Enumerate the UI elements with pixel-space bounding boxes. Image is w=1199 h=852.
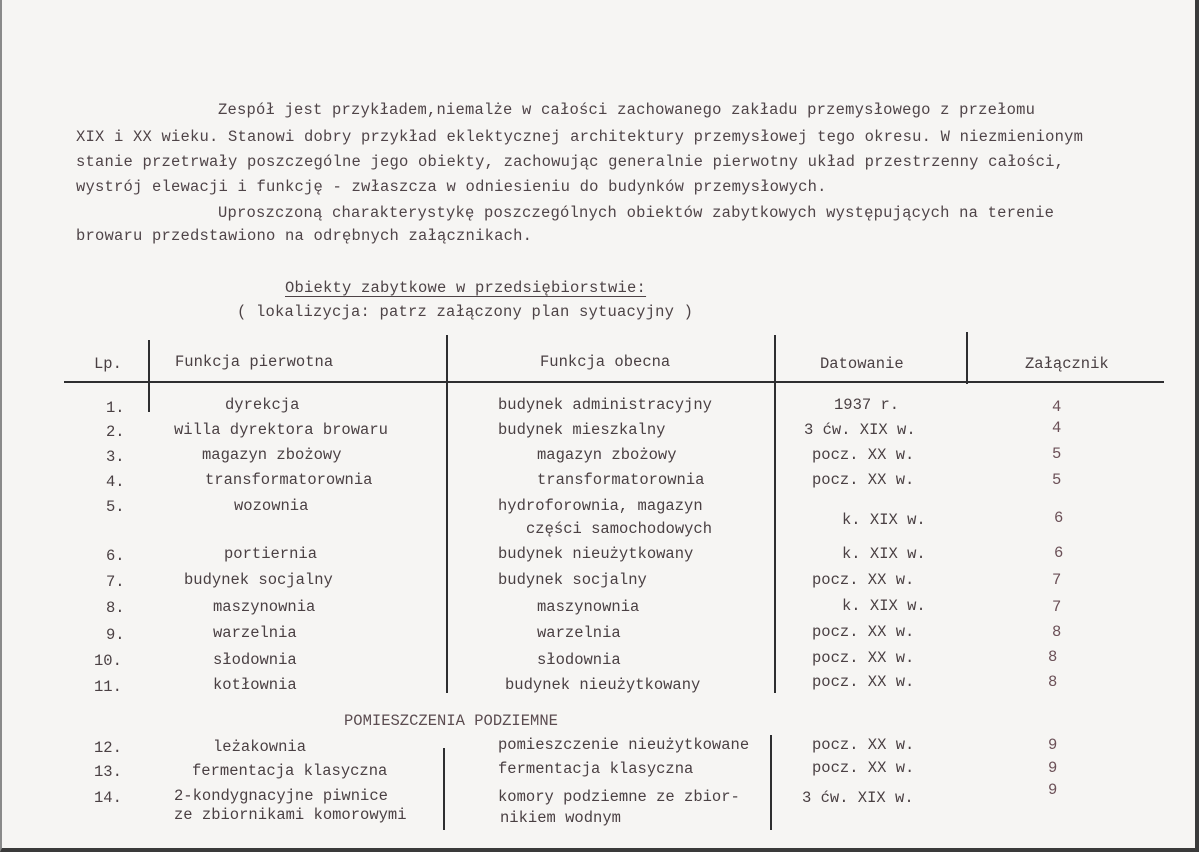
header-funkcja-obecna: Funkcja obecna bbox=[540, 353, 671, 371]
row-datowanie: k. XIX w. bbox=[842, 511, 926, 529]
header-datowanie: Datowanie bbox=[820, 355, 904, 373]
row-zalacznik: 7 bbox=[1052, 598, 1062, 616]
row-datowanie: 1937 r. bbox=[834, 396, 900, 414]
row-funkcja-obecna: fermentacja klasyczna bbox=[498, 760, 694, 778]
row-datowanie: pocz. XX w. bbox=[812, 649, 915, 667]
row-funkcja-pierwotna: portiernia bbox=[224, 545, 318, 563]
paragraph-line: Uproszczoną charakterystykę poszczególnych obiektów zabytkowych występujących na terenie bbox=[218, 204, 1055, 222]
row-zalacznik: 6 bbox=[1054, 509, 1064, 527]
row-zalacznik: 5 bbox=[1052, 445, 1062, 463]
header-lp: Lp. bbox=[94, 355, 122, 373]
row-lp: 13. bbox=[94, 763, 122, 781]
row-datowanie: pocz. XX w. bbox=[812, 446, 915, 464]
row-funkcja-pierwotna: fermentacja klasyczna bbox=[192, 762, 388, 780]
row-funkcja-pierwotna: warzelnia bbox=[213, 624, 297, 642]
row-lp: 6. bbox=[106, 547, 125, 565]
row-datowanie: pocz. XX w. bbox=[812, 759, 915, 777]
row-lp: 5. bbox=[106, 498, 125, 516]
row-datowanie: k. XIX w. bbox=[842, 597, 926, 615]
row-funkcja-obecna: budynek nieużytkowany bbox=[505, 676, 701, 694]
row-lp: 8. bbox=[106, 599, 125, 617]
row-funkcja-pierwotna: dyrekcja bbox=[225, 396, 300, 414]
row-funkcja-pierwotna: słodownia bbox=[213, 651, 297, 669]
row-zalacznik: 9 bbox=[1048, 781, 1058, 799]
paragraph-line: Zespół jest przykładem,niemalże w całości zachowanego zakładu przemysłowego z przełomu bbox=[218, 101, 1036, 119]
row-lp: 2. bbox=[106, 423, 125, 441]
row-funkcja-pierwotna: magazyn zbożowy bbox=[202, 446, 342, 464]
row-funkcja-pierwotna: willa dyrektora browaru bbox=[174, 421, 388, 439]
row-lp: 12. bbox=[94, 739, 122, 757]
row-funkcja-obecna: magazyn zbożowy bbox=[537, 446, 677, 464]
column-divider bbox=[770, 735, 772, 830]
column-divider bbox=[148, 340, 150, 412]
row-funkcja-obecna: budynek nieużytkowany bbox=[498, 545, 694, 563]
row-zalacznik: 4 bbox=[1052, 419, 1062, 437]
row-datowanie: pocz. XX w. bbox=[812, 471, 915, 489]
column-divider bbox=[443, 748, 445, 830]
row-datowanie: k. XIX w. bbox=[842, 545, 926, 563]
row-lp: 11. bbox=[94, 678, 122, 696]
column-divider bbox=[446, 335, 448, 693]
row-funkcja-pierwotna: maszynownia bbox=[213, 598, 316, 616]
paragraph-line: browaru przedstawiono na odrębnych załącznikach. bbox=[76, 227, 533, 245]
row-funkcja-pierwotna: budynek socjalny bbox=[184, 571, 333, 589]
row-zalacznik: 9 bbox=[1048, 759, 1058, 777]
row-zalacznik: 8 bbox=[1048, 648, 1058, 666]
row-funkcja-pierwotna: transformatorownia bbox=[205, 471, 373, 489]
row-funkcja-pierwotna: leżakownia bbox=[213, 738, 307, 756]
row-funkcja-obecna: komory podziemne ze zbior- bbox=[498, 788, 740, 806]
row-zalacznik: 6 bbox=[1054, 544, 1064, 562]
row-lp: 14. bbox=[94, 789, 122, 807]
row-datowanie: 3 ćw. XIX w. bbox=[804, 421, 916, 439]
row-lp: 1. bbox=[106, 399, 125, 417]
row-funkcja-obecna: transformatorownia bbox=[537, 471, 705, 489]
row-lp: 4. bbox=[106, 473, 125, 491]
column-divider bbox=[966, 332, 968, 384]
paragraph-line: wystrój elewacji i funkcję - zwłaszcza w odniesieniu do budynków przemysłowych. bbox=[76, 178, 827, 196]
row-zalacznik: 4 bbox=[1052, 398, 1062, 416]
row-funkcja-obecna: słodownia bbox=[537, 651, 621, 669]
row-datowanie: pocz. XX w. bbox=[812, 736, 915, 754]
section-subheading: ( lokalizycja: patrz załączony plan sytuacyjny ) bbox=[237, 303, 694, 321]
row-datowanie: pocz. XX w. bbox=[812, 673, 915, 691]
header-rule bbox=[64, 381, 1164, 383]
row-lp: 10. bbox=[94, 652, 122, 670]
row-funkcja-pierwotna-cont: ze zbiornikami komorowymi bbox=[174, 806, 407, 824]
row-zalacznik: 8 bbox=[1048, 673, 1058, 691]
subsection-heading: POMIESZCZENIA PODZIEMNE bbox=[344, 712, 558, 730]
row-datowanie: 3 ćw. XIX w. bbox=[802, 789, 914, 807]
row-datowanie: pocz. XX w. bbox=[812, 571, 915, 589]
row-funkcja-obecna-cont: części samochodowych bbox=[526, 520, 713, 538]
column-divider bbox=[774, 335, 776, 693]
row-zalacznik: 9 bbox=[1048, 736, 1058, 754]
row-funkcja-pierwotna: 2-kondygnacyjne piwnice bbox=[174, 787, 388, 805]
row-funkcja-obecna: budynek socjalny bbox=[498, 571, 647, 589]
row-funkcja-pierwotna: kotłownia bbox=[213, 676, 297, 694]
row-zalacznik: 8 bbox=[1052, 623, 1062, 641]
header-funkcja-pierwotna: Funkcja pierwotna bbox=[175, 353, 334, 371]
row-lp: 3. bbox=[106, 448, 125, 466]
paragraph-line: XIX i XX wieku. Stanowi dobry przykład eklektycznej architektury przemysłowej tego okresu. W niezmienionym bbox=[76, 128, 1084, 146]
row-funkcja-obecna: pomieszczenie nieużytkowane bbox=[498, 736, 750, 754]
row-lp: 7. bbox=[106, 573, 125, 591]
row-funkcja-obecna: maszynownia bbox=[537, 598, 640, 616]
row-funkcja-obecna: budynek mieszkalny bbox=[498, 421, 666, 439]
row-funkcja-pierwotna: wozownia bbox=[234, 497, 309, 515]
paragraph-line: stanie przetrwały poszczególne jego obiekty, zachowując generalnie pierwotny układ przestrzenny całości, bbox=[76, 153, 1065, 171]
row-funkcja-obecna-cont: nikiem wodnym bbox=[500, 809, 621, 827]
row-funkcja-obecna: warzelnia bbox=[537, 624, 621, 642]
header-zalacznik: Załącznik bbox=[1025, 355, 1109, 373]
row-zalacznik: 7 bbox=[1052, 571, 1062, 589]
row-funkcja-obecna: hydroforownia, magazyn bbox=[498, 497, 703, 515]
row-zalacznik: 5 bbox=[1052, 471, 1062, 489]
row-datowanie: pocz. XX w. bbox=[812, 623, 915, 641]
section-heading: Obiekty zabytkowe w przedsiębiorstwie: bbox=[285, 279, 647, 297]
row-funkcja-obecna: budynek administracyjny bbox=[498, 396, 712, 414]
row-lp: 9. bbox=[106, 626, 125, 644]
